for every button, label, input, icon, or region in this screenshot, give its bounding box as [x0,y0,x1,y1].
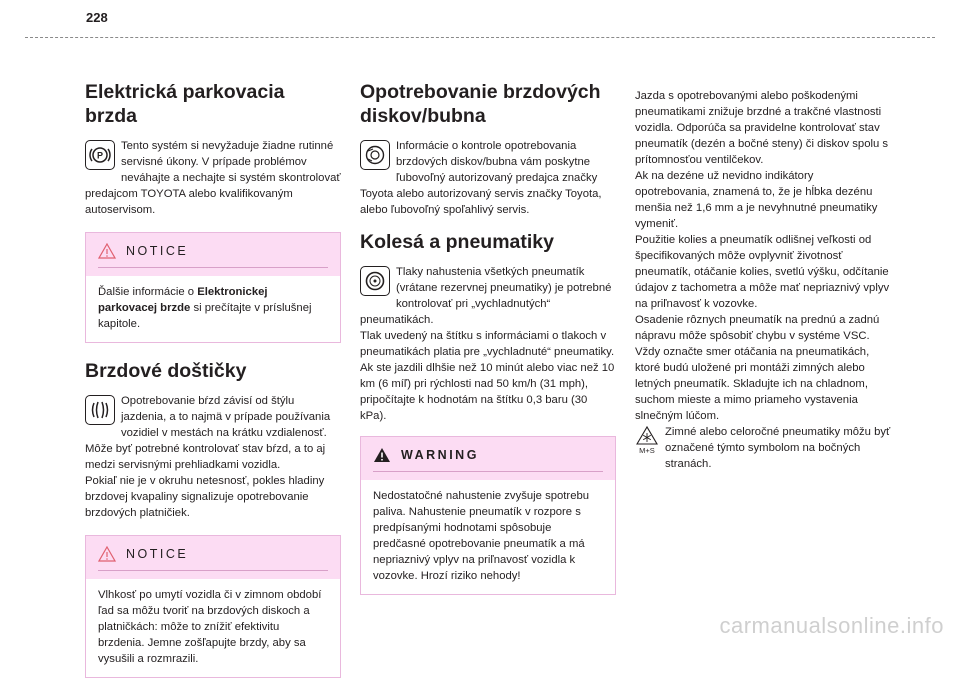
notice-text-pre: Ďalšie informácie o [98,286,198,298]
brake-discs-text: Informácie o kontrole opotrebovania brzdových diskov/bubna vám poskytne ľubovoľný autorizovaný predajca značky Toyota alebo autorizovaný servis značky Toyota, alebo ľubovoľný spoľahlivý servis. [360,140,602,216]
parking-brake-icon [85,140,115,170]
notice-title-1: NOTICE [126,244,189,258]
brake-pads-icon [85,395,115,425]
col3-text-3: Použitie kolies a pneumatík odlišnej veľkosti od špecifikovaných môže ovplyvniť životnosť pneumatík, otáčanie kolies, svetlú výšku, odčítanie údajov z tachometra a môže mať nepriaznivý vplyv na priľnavosť k vozovke. [635,234,890,310]
section-title-wheels-tyres: Kolesá a pneumatiky [360,231,554,253]
page-number: 228 [86,10,108,25]
brake-discs-paragraph [360,138,616,218]
parking-brake-text: Tento systém si nevyžaduje žiadne rutinné servisné úkony. V prípade problémov neváhajte a nechajte si systém skontrolovať predajcom TOYOTA alebo kvalifikovaným autoservisom. [85,140,341,216]
notice-text-bold: Elektronickej parkovacej brzde [98,286,268,314]
caution-triangle-icon [98,243,116,259]
col3-text-1: Jazda s opotrebovanými alebo poškodenými pneumatikami znižuje brzdné a trakčné vlastnosti vozidla. Odporúča sa pravidelne kontrolovať stav pneumatík (dezén a bočné steny) či diskov spolu s prítomnosťou ventilčekov. [635,90,889,166]
warning-triangle-icon [373,447,391,463]
warning-header [373,447,603,472]
notice-text-post: si prečítajte v príslušnej kapitole. [98,302,312,330]
col3-text-6: Zimné alebo celoročné pneumatiky môžu byť označené týmto symbolom na bočných stranách. [665,426,891,470]
watermark: carmanualsonline.info [719,613,944,638]
notice-header-1 [98,243,328,268]
section-title-brake-pads: Brzdové doštičky [85,360,247,382]
notice-body-1 [86,276,340,342]
col3-text-4: Osadenie rôznych pneumatík na prednú a zadnú nápravu môže spôsobiť chybu v systéme VSC. [635,314,880,342]
column-3 [635,88,891,472]
column-1 [85,80,341,694]
svg-text:P: P [96,150,104,161]
notice-title-2: NOTICE [126,547,189,561]
snowflake-mountain-icon [635,425,659,455]
notice-body-2: Vlhkosť po umytí vozidla či v zimnom období ľad sa môžu tvoriť na brzdových diskoch a platničkách: môže to znížiť efektivitu brzdenia. Jemne zošľapujte brzdy, aby sa vysušili a rozmrazili. [86,579,340,677]
top-divider [25,37,935,38]
parking-brake-paragraph [85,138,341,218]
warning-body: Nedostatočné nahustenie zvyšuje spotrebu paliva. Nahustenie pneumatík v rozpore s predpísanými hodnotami spôsobuje predčasné opotrebovanie pneumatík a má nepriaznivý vplyv na priľnavosť vozidla k vozovke. Hrozí riziko nehody! [361,480,615,594]
brake-disc-icon [360,140,390,170]
col3-text-5: Vždy označte smer otáčania na pneumatikách, ktoré budú uložené pri montáži zimných alebo letných pneumatík. Skladujte ich na chladnom, suchom mieste a mimo priameho vystavenia slnečným lúčom. [635,346,870,422]
notice-box-1 [85,232,341,343]
col3-text-2: Ak na dezéne už nevidno indikátory opotrebovania, znamená to, že je hĺbka dezénu menšia než 1,6 mm a je nevyhnutné pneumatiky vymeniť. [635,170,878,230]
warning-box [360,436,616,595]
notice-header-2 [98,546,328,571]
section-title-parking-brake: Elektrická parkovacia brzda [85,81,285,127]
ms-label: M+S [639,446,655,455]
tyres-text-1: Tlaky nahustenia všetkých pneumatík (vrátane rezervnej pneumatiky) je potrebné kontrolovať pri „vychladnutých“ pneumatikách. [360,266,612,326]
tyre-icon [360,266,390,296]
notice-box-2 [85,535,341,678]
brake-pads-paragraph [85,393,341,473]
caution-triangle-icon [98,546,116,562]
brake-pads-text-2: Pokiaľ nie je v okruhu netesnosť, pokles hladiny brzdovej kvapaliny signalizuje opotrebovanie brzdových platničiek. [85,475,325,519]
tyres-text-2: Tlak uvedený na štítku s informáciami o tlakoch v pneumatikách platia pre „vychladnuté“ pneumatiky. Ak ste jazdili dlhšie než 10 minút alebo viac než 10 km (6 míľ) pri rýchlosti nad 50 km/h (31 mph), pripočítajte k hodnotám na štítku 0,3 baru (30 kPa). [360,330,615,422]
brake-pads-text-1: Opotrebovanie bŕzd závisí od štýlu jazdenia, a to najmä v prípade používania vozidiel v mestách na krátku vzdialenosť. Môže byť potrebné kontrolovať stav bŕzd, a to aj medzi servisnými prehliadkami vozidla. [85,395,331,471]
winter-tyre-paragraph [635,424,891,472]
warning-title: WARNING [401,448,479,462]
tyres-paragraph [360,264,616,328]
section-title-brake-discs: Opotrebovanie brzdových diskov/bubna [360,81,601,127]
column-2 [360,80,616,611]
